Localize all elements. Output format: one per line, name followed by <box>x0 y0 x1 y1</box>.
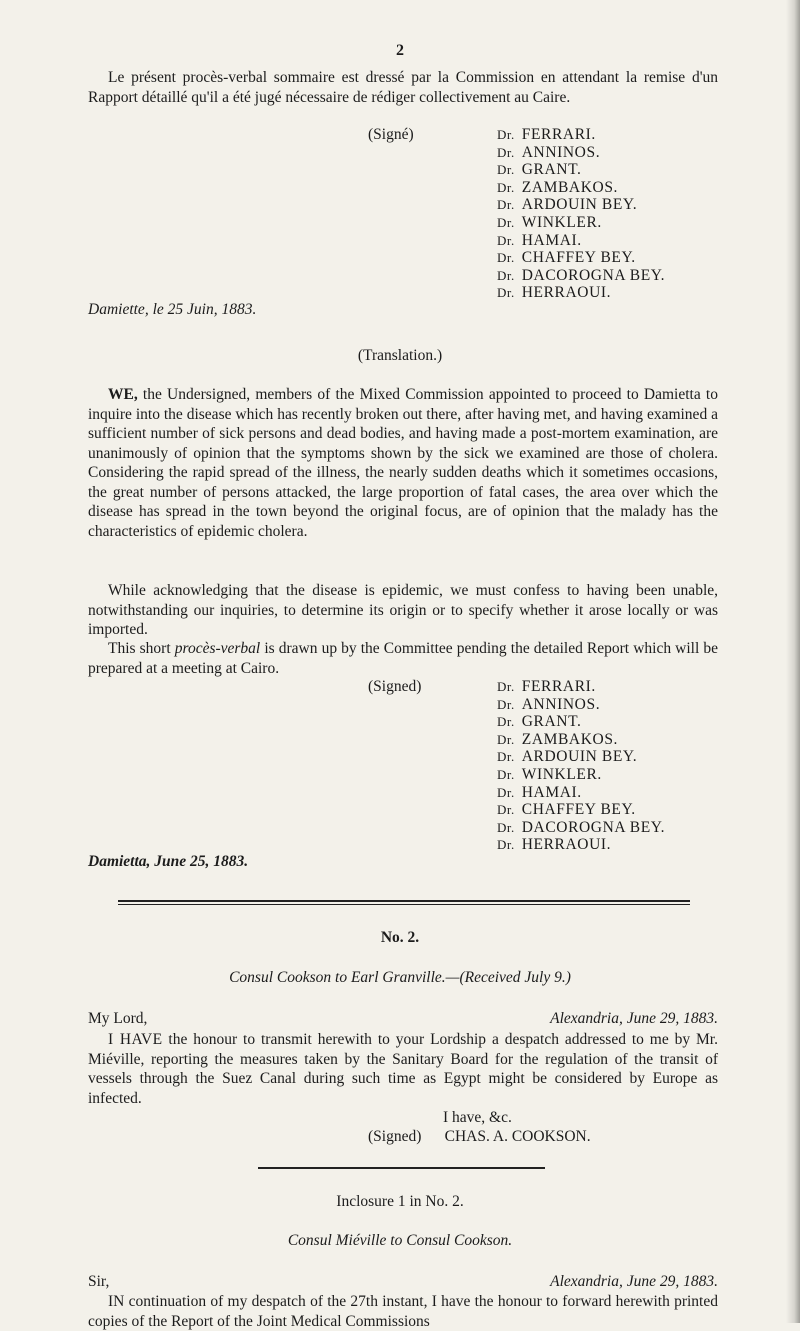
signatory-line <box>497 144 665 162</box>
french-paragraph: Le présent procès-verbal sommaire est dressé par la Commission en attendant la remise d'un Rapport détaillé qu'il a été jugé nécessaire de rédiger collectivement au Caire. <box>88 69 718 106</box>
signatory-line <box>497 267 665 285</box>
signatory-line <box>497 731 665 749</box>
inclosure-heading: Inclosure 1 in No. 2. <box>336 1193 464 1210</box>
signatory-name: ARDOUIN BEY. <box>521 196 638 214</box>
french-place-date: Damiette, le 25 Juin, 1883. <box>88 301 257 318</box>
translation-paragraph-3: This short procès-verbal is drawn up by the Committee pending the detailed Report which will be prepared at a meeting at Cairo. <box>88 640 718 677</box>
signatory-line <box>497 696 665 714</box>
inclosure-body: IN continuation of my despatch of the 27th instant, I have the honour to forward herewith printed copies of the Report of the Joint Medical Commissions <box>88 1293 718 1330</box>
section-divider-bottom <box>118 904 690 905</box>
signatory-title: Dr. <box>497 179 515 195</box>
signatory-name: FERRARI. <box>521 126 596 143</box>
signatory-title: Dr. <box>497 267 515 283</box>
no2-body: I HAVE the honour to transmit herewith to your Lordship a despatch addressed to me by Mr. Miéville, reporting the measures taken by the Sanitary Board for the regulation of the transit of vessels through the Suez Canal during such time as Egypt might be considered by Europe as infected. <box>88 1031 718 1107</box>
signatory-title: Dr. <box>497 837 515 853</box>
signatory-title: Dr. <box>497 214 515 230</box>
signatory-title: Dr. <box>497 696 515 712</box>
signatory-line <box>497 232 665 250</box>
signatory-line <box>497 214 665 232</box>
translation-heading: (Translation.) <box>357 347 443 364</box>
signatory-line <box>497 161 665 179</box>
signatory-line <box>497 126 665 144</box>
signatory-line <box>497 179 665 197</box>
no2-heading: No. 2. <box>380 929 420 946</box>
signatory-title: Dr. <box>497 232 515 248</box>
signatory-title: Dr. <box>497 162 515 178</box>
signatory-name: CHAFFEY BEY. <box>521 801 636 819</box>
signatory-title: Dr. <box>497 819 515 835</box>
inclosure-salutation: Sir, <box>88 1273 110 1290</box>
signatory-name: WINKLER. <box>521 765 602 783</box>
signatory-title: Dr. <box>497 784 515 800</box>
signatory-name: GRANT. <box>521 713 582 731</box>
signatory-line <box>497 766 665 784</box>
english-signatories <box>497 678 665 854</box>
english-signed-label: (Signed) <box>368 678 422 695</box>
page-edge-shadow <box>786 0 800 1323</box>
signatory-name: CHAFFEY BEY. <box>521 249 636 267</box>
translation-paragraph-1: WE, the Undersigned, members of the Mixed Commission appointed to proceed to Damietta to inquire into the disease which has recently broken out there, after having met, and having examined a sufficient number of sick persons and dead bodies, and having made a post-mortem examination, are unanimously of opinion that the symptoms shown by the sick we examined are those of cholera. Considering the rapid spread of the illness, the nearly sudden deaths which it sometimes occasions, the great number of persons attacked, the large proportion of fatal cases, the area over which the disease has spread in the town beyond the original focus, are of opinion that the malady has the characteristics of epidemic cholera. <box>88 386 718 540</box>
signatory-line <box>497 748 665 766</box>
signatory-line <box>497 678 665 696</box>
signatory-line <box>497 801 665 819</box>
section-divider-top <box>118 900 690 902</box>
no2-place-date: Alexandria, June 29, 1883. <box>550 1010 718 1027</box>
signatory-name: DACOROGNA BEY. <box>521 818 666 836</box>
no2-salutation: My Lord, <box>88 1010 148 1027</box>
signatory-name: DACOROGNA BEY. <box>521 266 666 284</box>
signatory-name: ZAMBAKOS. <box>521 178 619 196</box>
signatory-title: Dr. <box>497 714 515 730</box>
page-number: 2 <box>396 42 404 59</box>
signatory-title: Dr. <box>497 766 515 782</box>
inclosure-place-date: Alexandria, June 29, 1883. <box>550 1273 718 1290</box>
no2-salutation-row <box>88 1010 718 1028</box>
signatory-line <box>497 819 665 837</box>
signatory-line <box>497 713 665 731</box>
signatory-title: Dr. <box>497 285 515 301</box>
signatory-name: ZAMBAKOS. <box>521 730 619 748</box>
signatory-line <box>497 836 665 854</box>
signatory-line <box>497 784 665 802</box>
inclosure-divider <box>258 1167 545 1169</box>
signatory-name: ARDOUIN BEY. <box>521 748 638 766</box>
signatory-title: Dr. <box>497 802 515 818</box>
english-place-date: Damietta, June 25, 1883. <box>88 853 249 870</box>
signatory-title: Dr. <box>497 144 515 160</box>
signatory-line <box>497 249 665 267</box>
signatory-title: Dr. <box>497 127 515 142</box>
signatory-title: Dr. <box>497 731 515 747</box>
signatory-name: FERRARI. <box>521 678 596 695</box>
signatory-name: HAMAI. <box>521 231 582 249</box>
no2-closing: I have, &c. <box>443 1109 512 1126</box>
signatory-title: Dr. <box>497 749 515 765</box>
translation-paragraph-2: While acknowledging that the disease is epidemic, we must confess to having been unable, notwithstanding our inquiries, to determine its origin or to specify whether it arose locally or was imported. <box>88 582 718 638</box>
signatory-name: ANNINOS. <box>521 143 601 161</box>
signatory-line <box>497 196 665 214</box>
french-signed-label: (Signé) <box>368 126 414 143</box>
signatory-name: HERRAOUI. <box>521 836 612 854</box>
signatory-title: Dr. <box>497 197 515 213</box>
signatory-name: WINKLER. <box>521 213 602 231</box>
inclosure-salutation-row <box>88 1273 718 1291</box>
signatory-title: Dr. <box>497 250 515 266</box>
no2-signed: (Signed) CHAS. A. COOKSON. <box>368 1128 591 1145</box>
signatory-name: ANNINOS. <box>521 695 601 713</box>
signatory-name: HAMAI. <box>521 783 582 801</box>
no2-subheading: Consul Cookson to Earl Granville.—(Received July 9.) <box>229 969 571 986</box>
inclosure-subheading: Consul Miéville to Consul Cookson. <box>287 1232 513 1249</box>
signatory-line <box>497 284 665 302</box>
signatory-title: Dr. <box>497 679 515 694</box>
french-signatories <box>497 126 665 302</box>
signatory-name: HERRAOUI. <box>521 284 612 302</box>
signatory-name: GRANT. <box>521 161 582 179</box>
